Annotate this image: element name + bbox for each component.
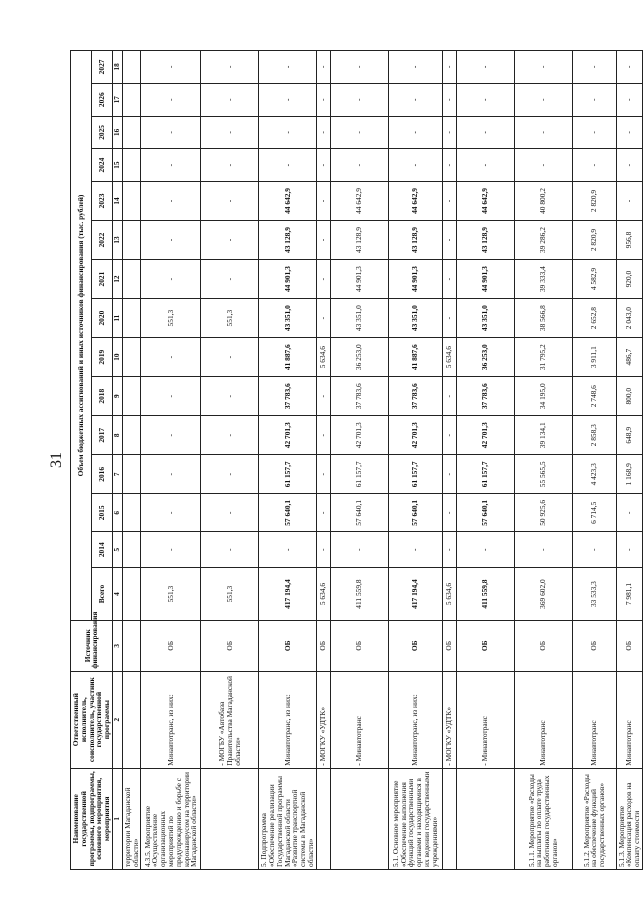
column-number: 14 <box>112 181 122 220</box>
table-row <box>616 51 642 870</box>
row-source: ОБ <box>316 620 330 671</box>
table-row <box>122 51 141 870</box>
row-value: - <box>201 338 259 377</box>
row-source: ОБ <box>616 620 642 671</box>
row-value: - <box>141 377 201 416</box>
row-responsible: Минавтотранс, из них: <box>388 671 442 768</box>
row-value: - <box>141 181 201 220</box>
row-name: 4.3.5. Мероприятие «Осуществление организационных мероприятий по предупреждению и борьбе с коронавирусом на территории Магаданской области» <box>141 768 201 869</box>
row-value: - <box>442 532 456 568</box>
row-value: 44 901,3 <box>330 260 388 299</box>
row-value: 2 820,9 <box>572 221 616 260</box>
row-value: - <box>616 532 642 568</box>
row-responsible: Минавтотранс, из них: <box>141 671 201 768</box>
row-value: - <box>456 532 514 568</box>
row-name: 5.1.3. Мероприятие «Компенсация расходов на оплату стоимости <box>616 768 642 869</box>
row-value: - <box>442 377 456 416</box>
table-row <box>388 51 442 870</box>
row-total: 417 194,4 <box>388 568 442 621</box>
row-value <box>122 338 141 377</box>
row-value: - <box>616 494 642 532</box>
row-value <box>122 149 141 182</box>
row-value: - <box>388 83 442 116</box>
row-responsible: - Минавтотранс <box>330 671 388 768</box>
row-responsible: Минавтотранс <box>572 671 616 768</box>
row-value: 44 901,3 <box>456 260 514 299</box>
row-value: - <box>388 116 442 149</box>
row-responsible: Минавтотранс <box>616 671 642 768</box>
row-responsible: Минавтотранс <box>514 671 572 768</box>
row-responsible: - МОГБУ «Автобаза Правительства Магаданской области» <box>201 671 259 768</box>
row-value: - <box>330 149 388 182</box>
row-value: - <box>141 494 201 532</box>
row-value: - <box>442 149 456 182</box>
row-value: 57 640,1 <box>388 494 442 532</box>
row-value: - <box>572 83 616 116</box>
row-value: - <box>201 83 259 116</box>
row-value: - <box>442 83 456 116</box>
row-value: - <box>141 416 201 455</box>
col-total-header: Всего <box>91 568 112 621</box>
row-value: 43 351,0 <box>330 299 388 338</box>
row-value: - <box>316 416 330 455</box>
row-responsible: Минавтотранс, из них: <box>259 671 316 768</box>
row-value: - <box>316 260 330 299</box>
row-value <box>122 377 141 416</box>
row-value: - <box>141 51 201 84</box>
row-value: - <box>572 149 616 182</box>
table-row <box>201 51 259 870</box>
row-value: 43 128,9 <box>388 221 442 260</box>
row-value: 41 887,6 <box>259 338 316 377</box>
row-value: 486,7 <box>616 338 642 377</box>
row-value: 39 134,1 <box>514 416 572 455</box>
row-name: 5.1. Основное мероприятие «Обеспечение выполнения функций государственными органами и находящимися в их ведении государственными учреждениями» <box>388 768 442 869</box>
row-value: 57 640,1 <box>330 494 388 532</box>
row-value: - <box>442 51 456 84</box>
row-total: 411 559,8 <box>456 568 514 621</box>
column-number: 12 <box>112 260 122 299</box>
row-value: 41 887,6 <box>388 338 442 377</box>
row-value: - <box>330 532 388 568</box>
column-number: 5 <box>112 532 122 568</box>
col-volume-header: Объем бюджетных ассигнований и иных источников финансирования (тыс. рублей) <box>71 51 92 621</box>
row-name: территории Магаданской области» <box>122 768 141 869</box>
col-year-header: 2027 <box>91 51 112 84</box>
row-value: - <box>141 83 201 116</box>
row-value: 800,0 <box>616 377 642 416</box>
row-value: - <box>201 260 259 299</box>
row-value: 57 640,1 <box>259 494 316 532</box>
row-value: - <box>259 532 316 568</box>
row-value: - <box>442 181 456 220</box>
row-value: 37 783,6 <box>456 377 514 416</box>
row-name <box>330 768 388 869</box>
row-value: 39 286,2 <box>514 221 572 260</box>
row-value: - <box>201 221 259 260</box>
row-value: - <box>141 260 201 299</box>
row-value <box>122 455 141 494</box>
table-row <box>572 51 616 870</box>
row-value: 57 640,1 <box>456 494 514 532</box>
row-value: 44 642,9 <box>388 181 442 220</box>
row-value: 44 642,9 <box>456 181 514 220</box>
row-value: 5 634,6 <box>316 338 330 377</box>
col-year-header: 2014 <box>91 532 112 568</box>
column-number: 7 <box>112 455 122 494</box>
row-value: - <box>514 51 572 84</box>
row-source: ОБ <box>141 620 201 671</box>
row-value: - <box>572 116 616 149</box>
row-value: 39 333,4 <box>514 260 572 299</box>
row-responsible: - МОГКУ «УДТК» <box>316 671 330 768</box>
row-source: ОБ <box>259 620 316 671</box>
row-value: - <box>316 83 330 116</box>
row-value: 31 795,2 <box>514 338 572 377</box>
row-value: - <box>514 149 572 182</box>
row-value: 43 128,9 <box>330 221 388 260</box>
column-number: 18 <box>112 51 122 84</box>
row-value: - <box>456 51 514 84</box>
column-number-row <box>112 51 122 870</box>
row-value: 42 701,3 <box>330 416 388 455</box>
row-name: 5.1.2. Мероприятие «Расходы на обеспечение функций государственных органов» <box>572 768 616 869</box>
row-value: - <box>442 299 456 338</box>
row-value: 43 128,9 <box>456 221 514 260</box>
row-value: - <box>201 532 259 568</box>
row-value: - <box>514 532 572 568</box>
row-value: - <box>514 116 572 149</box>
row-total: 551,3 <box>141 568 201 621</box>
row-value: - <box>442 455 456 494</box>
row-value: - <box>201 455 259 494</box>
row-value: 4 423,3 <box>572 455 616 494</box>
row-value: - <box>616 83 642 116</box>
row-value: 42 701,3 <box>259 416 316 455</box>
row-value: - <box>201 116 259 149</box>
table-row <box>330 51 388 870</box>
col-year-header: 2016 <box>91 455 112 494</box>
row-value: - <box>330 51 388 84</box>
row-total: 5 634,6 <box>316 568 330 621</box>
row-value: 551,3 <box>201 299 259 338</box>
row-value: 61 157,7 <box>259 455 316 494</box>
row-value: - <box>442 260 456 299</box>
column-number: 17 <box>112 83 122 116</box>
row-value: - <box>442 416 456 455</box>
row-value: - <box>201 494 259 532</box>
col-responsible-header: Ответственный исполнитель, соисполнитель, участник государственной программы <box>71 671 113 768</box>
column-number: 11 <box>112 299 122 338</box>
column-number: 1 <box>112 768 122 869</box>
row-value: - <box>201 377 259 416</box>
row-value: 37 783,6 <box>388 377 442 416</box>
row-value: 4 582,9 <box>572 260 616 299</box>
row-value: - <box>316 494 330 532</box>
col-year-header: 2025 <box>91 116 112 149</box>
column-number: 15 <box>112 149 122 182</box>
row-value: - <box>456 149 514 182</box>
column-number: 3 <box>112 620 122 671</box>
row-value: - <box>316 51 330 84</box>
row-value: - <box>201 181 259 220</box>
row-value: - <box>201 416 259 455</box>
table-row <box>456 51 514 870</box>
table-row <box>141 51 201 870</box>
row-value: 37 783,6 <box>259 377 316 416</box>
row-responsible: - Минавтотранс <box>456 671 514 768</box>
row-value: 44 642,9 <box>259 181 316 220</box>
row-value: - <box>388 532 442 568</box>
row-value: 44 901,3 <box>259 260 316 299</box>
row-value: - <box>330 116 388 149</box>
row-value: - <box>141 532 201 568</box>
row-value: - <box>141 338 201 377</box>
row-value: 37 783,6 <box>330 377 388 416</box>
col-year-header: 2017 <box>91 416 112 455</box>
col-year-header: 2019 <box>91 338 112 377</box>
row-value <box>122 83 141 116</box>
row-responsible <box>122 671 141 768</box>
row-value: 43 351,0 <box>456 299 514 338</box>
row-value: - <box>141 221 201 260</box>
row-value: - <box>456 116 514 149</box>
row-value: - <box>616 181 642 220</box>
row-value: 5 634,6 <box>442 338 456 377</box>
row-value: - <box>616 51 642 84</box>
row-value: 2 748,6 <box>572 377 616 416</box>
row-value <box>122 260 141 299</box>
table-body <box>122 51 642 870</box>
row-value: - <box>616 149 642 182</box>
row-value: - <box>141 116 201 149</box>
row-name: 5. Подпрограмма «Обеспечение реализации Государственной программы Магаданской области «Развитие транспортной системы в Магаданской области» <box>259 768 316 869</box>
row-value: - <box>259 149 316 182</box>
row-value: 2 820,9 <box>572 181 616 220</box>
row-value: 551,3 <box>141 299 201 338</box>
col-year-header: 2015 <box>91 494 112 532</box>
row-value: 36 253,0 <box>456 338 514 377</box>
page-number: 31 <box>48 452 65 468</box>
row-value: - <box>330 83 388 116</box>
row-value: 1 168,9 <box>616 455 642 494</box>
row-value: 2 858,3 <box>572 416 616 455</box>
row-value: - <box>572 51 616 84</box>
row-value: - <box>388 149 442 182</box>
row-value: - <box>141 455 201 494</box>
row-source: ОБ <box>442 620 456 671</box>
row-value: - <box>442 221 456 260</box>
column-number: 8 <box>112 416 122 455</box>
table-row <box>442 51 456 870</box>
table-row <box>259 51 316 870</box>
column-number: 6 <box>112 494 122 532</box>
column-number: 9 <box>112 377 122 416</box>
row-name <box>456 768 514 869</box>
row-value: - <box>316 181 330 220</box>
row-value: 43 351,0 <box>259 299 316 338</box>
row-total: 417 194,4 <box>259 568 316 621</box>
row-name <box>442 768 456 869</box>
col-year-header: 2021 <box>91 260 112 299</box>
row-value: - <box>259 116 316 149</box>
row-source: ОБ <box>388 620 442 671</box>
row-name: 5.1.1. Мероприятие «Расходы на выплаты по оплате труда работников государственных органов» <box>514 768 572 869</box>
row-value <box>122 416 141 455</box>
row-total: 7 981,1 <box>616 568 642 621</box>
row-total: 33 533,3 <box>572 568 616 621</box>
header-row-1 <box>71 51 92 870</box>
row-value: - <box>572 532 616 568</box>
row-value: 44 901,3 <box>388 260 442 299</box>
row-value: 40 800,2 <box>514 181 572 220</box>
row-value: - <box>442 116 456 149</box>
col-year-header: 2024 <box>91 149 112 182</box>
col-year-header: 2020 <box>91 299 112 338</box>
row-value <box>122 181 141 220</box>
row-value: - <box>259 51 316 84</box>
row-responsible: - МОГКУ «УДТК» <box>442 671 456 768</box>
row-value: 38 566,8 <box>514 299 572 338</box>
row-value: - <box>316 532 330 568</box>
row-value: - <box>201 149 259 182</box>
row-value: 50 925,6 <box>514 494 572 532</box>
row-value: 6 714,5 <box>572 494 616 532</box>
row-value: 36 253,0 <box>330 338 388 377</box>
row-value: 2 652,8 <box>572 299 616 338</box>
column-number: 2 <box>112 671 122 768</box>
row-value: 61 157,7 <box>388 455 442 494</box>
row-value: - <box>259 83 316 116</box>
table-row <box>316 51 330 870</box>
row-value: - <box>442 494 456 532</box>
row-source: ОБ <box>456 620 514 671</box>
row-value: 42 701,3 <box>388 416 442 455</box>
row-source: ОБ <box>514 620 572 671</box>
row-value: - <box>316 221 330 260</box>
column-number: 16 <box>112 116 122 149</box>
row-value: - <box>456 83 514 116</box>
row-total <box>122 568 141 621</box>
table-row <box>514 51 572 870</box>
row-value: 44 642,9 <box>330 181 388 220</box>
row-value: 55 565,5 <box>514 455 572 494</box>
row-value <box>122 494 141 532</box>
row-value: 3 911,1 <box>572 338 616 377</box>
row-source: ОБ <box>572 620 616 671</box>
row-name <box>316 768 330 869</box>
row-value: - <box>201 51 259 84</box>
row-value <box>122 299 141 338</box>
row-value <box>122 532 141 568</box>
col-year-header: 2018 <box>91 377 112 416</box>
row-value <box>122 116 141 149</box>
row-source <box>122 620 141 671</box>
row-value: - <box>388 51 442 84</box>
col-year-header: 2023 <box>91 181 112 220</box>
column-number: 4 <box>112 568 122 621</box>
col-year-header: 2026 <box>91 83 112 116</box>
row-name <box>201 768 259 869</box>
row-source: ОБ <box>201 620 259 671</box>
row-value: - <box>316 116 330 149</box>
row-value: - <box>316 377 330 416</box>
row-value <box>122 221 141 260</box>
row-value: 42 701,3 <box>456 416 514 455</box>
row-value: 956,8 <box>616 221 642 260</box>
financing-table <box>70 50 643 870</box>
row-source: ОБ <box>330 620 388 671</box>
row-value: 43 128,9 <box>259 221 316 260</box>
col-year-header: 2022 <box>91 221 112 260</box>
col-name-header: Наименование государственной программы, подпрограммы, основного мероприятия, мероприятия <box>71 768 113 869</box>
row-value: - <box>316 149 330 182</box>
row-value: - <box>316 455 330 494</box>
row-total: 5 634,6 <box>442 568 456 621</box>
row-value: 34 195,0 <box>514 377 572 416</box>
row-value: - <box>514 83 572 116</box>
row-value: 43 351,0 <box>388 299 442 338</box>
column-number: 10 <box>112 338 122 377</box>
row-total: 369 602,0 <box>514 568 572 621</box>
row-value: 2 043,0 <box>616 299 642 338</box>
row-value: 61 157,7 <box>456 455 514 494</box>
row-value: - <box>616 116 642 149</box>
row-value <box>122 51 141 84</box>
row-value: 920,0 <box>616 260 642 299</box>
rotated-page <box>48 40 642 880</box>
row-value: 61 157,7 <box>330 455 388 494</box>
row-value: - <box>316 299 330 338</box>
row-value: 648,9 <box>616 416 642 455</box>
row-value: - <box>141 149 201 182</box>
col-source-header: Источник финансирования <box>71 620 113 671</box>
row-total: 551,3 <box>201 568 259 621</box>
row-total: 411 559,8 <box>330 568 388 621</box>
column-number: 13 <box>112 221 122 260</box>
